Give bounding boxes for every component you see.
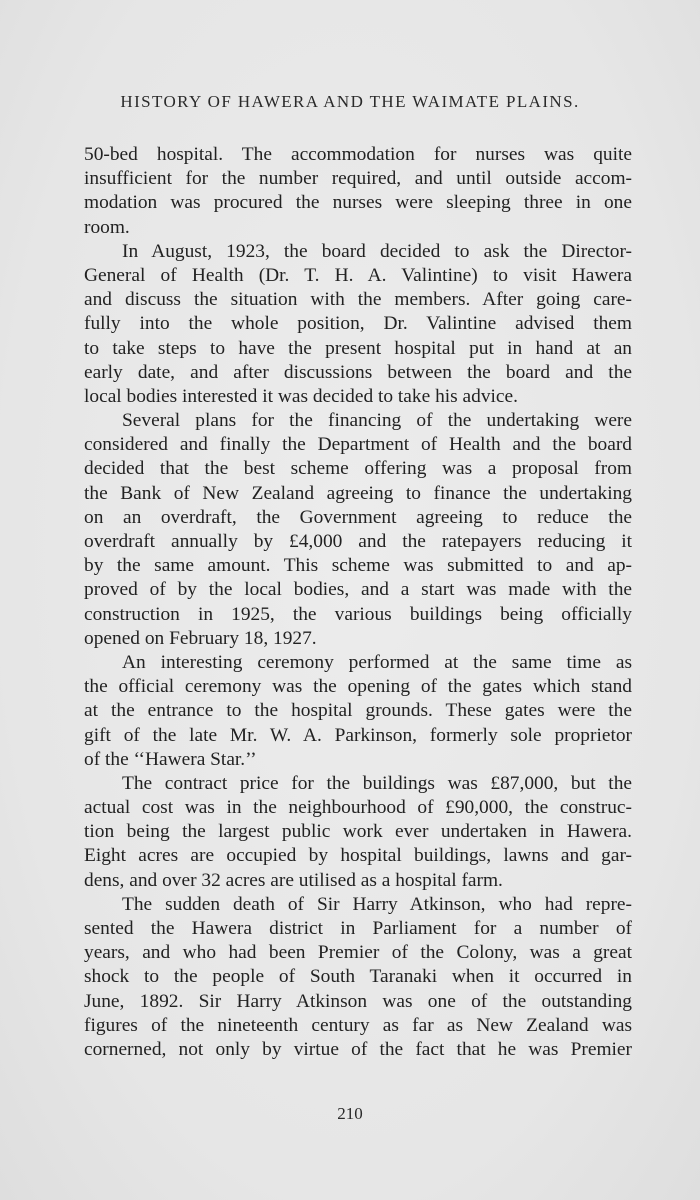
text-line: dens, and over 32 acres are utilised as a hospital farm. [84, 869, 503, 891]
text-line: to take steps to have the present hospital put in hand at an [84, 337, 632, 359]
text-line: decided that the best scheme offering was a proposal from [84, 458, 632, 480]
text-line: early date, and after discussions between the board and the [84, 361, 632, 383]
paragraph [84, 409, 632, 651]
text-line: gift of the late Mr. W. A. Parkinson, formerly sole proprietor [84, 724, 632, 746]
text-line: insufficient for the number required, and until outside accom- [84, 168, 632, 190]
text-line: and discuss the situation with the members. After going care- [84, 289, 632, 311]
text-line: considered and finally the Department of Health and the board [84, 434, 632, 456]
text-line: 50-bed hospital. The accommodation for nurses was quite [84, 144, 632, 165]
text-line: at the entrance to the hospital grounds. These gates were the [84, 700, 632, 722]
text-line: by the same amount. This scheme was submitted to and ap- [84, 555, 632, 577]
text-line: An interesting ceremony performed at the same time as [122, 651, 632, 673]
text-line: the Bank of New Zealand agreeing to finance the undertaking [84, 482, 632, 504]
text-line: tion being the largest public work ever undertaken in Hawera. [84, 821, 632, 843]
paragraph [84, 240, 632, 409]
text-line: shock to the people of South Taranaki when it occurred in [84, 966, 632, 988]
paragraph [84, 143, 632, 240]
text-line: The sudden death of Sir Harry Atkinson, who had repre- [122, 893, 632, 915]
paragraph [84, 893, 632, 1062]
text-line: The contract price for the buildings was £87,000, but the [122, 772, 632, 794]
body-text [84, 143, 632, 1062]
text-line: the official ceremony was the opening of the gates which stand [84, 676, 632, 698]
text-line: fully into the whole position, Dr. Valintine advised them [84, 313, 632, 335]
text-line: on an overdraft, the Government agreeing to reduce the [84, 506, 632, 528]
text-line: proved of by the local bodies, and a start was made with the [84, 579, 632, 601]
text-line: construction in 1925, the various buildings being officially [84, 603, 632, 625]
text-line: actual cost was in the neighbourhood of £90,000, the construc- [84, 797, 632, 819]
text-line: sented the Hawera district in Parliament for a number of [84, 918, 632, 939]
text-line: Several plans for the financing of the undertaking were [122, 410, 632, 432]
text-line: local bodies interested it was decided to take his advice. [84, 385, 518, 407]
text-line: Eight acres are occupied by hospital buildings, lawns and gar- [84, 845, 632, 867]
paragraph [84, 772, 632, 893]
page-number: 210 [337, 1104, 363, 1123]
running-head: HISTORY OF HAWERA AND THE WAIMATE PLAINS. [120, 92, 580, 111]
text-line: of the ‘‘Hawera Star.’’ [84, 748, 257, 770]
text-line: cornerned, not only by virtue of the fact that he was Premier [84, 1038, 632, 1060]
text-line: opened on February 18, 1927. [84, 627, 317, 649]
paragraph [84, 651, 632, 772]
text-line: June, 1892. Sir Harry Atkinson was one of the outstanding [84, 990, 632, 1012]
text-line: figures of the nineteenth century as far as New Zealand was [84, 1014, 632, 1036]
text-line: modation was procured the nurses were sleeping three in one [84, 192, 632, 214]
text-line: room. [84, 216, 130, 238]
text-line: years, and who had been Premier of the Colony, was a great [84, 942, 632, 964]
text-line: In August, 1923, the board decided to ask the Director- [122, 240, 632, 262]
text-line: General of Health (Dr. T. H. A. Valintine) to visit Hawera [84, 264, 632, 286]
text-line: overdraft annually by £4,000 and the ratepayers reducing it [84, 531, 632, 552]
